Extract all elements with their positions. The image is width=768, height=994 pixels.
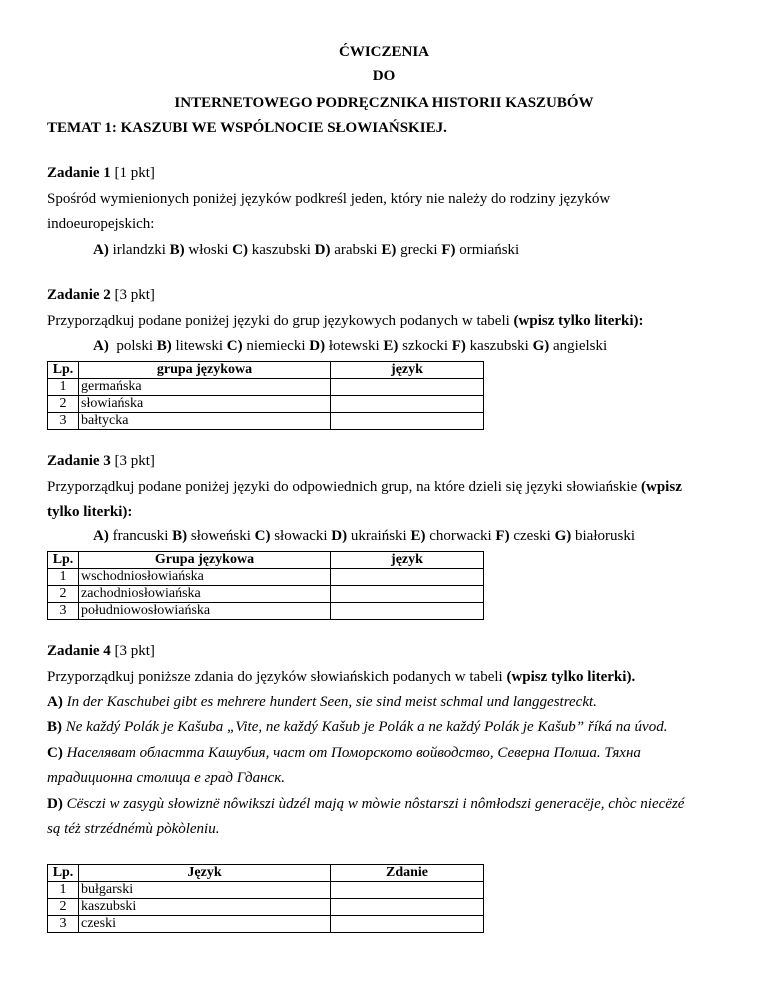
col-header-group: grupa językowa bbox=[79, 362, 331, 379]
task-4-sentence-d-cont: są téż strzédnémù pòkòleniu. bbox=[47, 821, 220, 837]
col-header-lp: Lp. bbox=[48, 552, 79, 569]
task-1-options: A) irlandzki B) włoski C) kaszubski D) arabski E) grecki F) ormiański bbox=[93, 242, 520, 258]
task-4-table bbox=[47, 864, 484, 933]
table-row: 3 bałtycka bbox=[48, 413, 484, 430]
col-header-lp: Lp. bbox=[48, 362, 79, 379]
task-2-options: A) polski B) litewski C) niemiecki D) łotewski E) szkocki F) kaszubski G) angielski bbox=[93, 338, 608, 354]
task-2-table bbox=[47, 361, 484, 430]
table-row: 2 kaszubski bbox=[48, 899, 484, 916]
answer-cell[interactable] bbox=[331, 899, 484, 916]
answer-cell[interactable] bbox=[331, 882, 484, 899]
answer-cell[interactable] bbox=[331, 413, 484, 430]
task-4-sentence-a: A) In der Kaschubei gibt es mehrere hundert Seen, sie sind meist schmal und langgestreckt. bbox=[47, 694, 597, 710]
col-header-sentence: Zdanie bbox=[331, 865, 484, 882]
title-line-1: ĆWICZENIA bbox=[338, 44, 429, 60]
answer-cell[interactable] bbox=[331, 396, 484, 413]
task-2-heading: Zadanie 2 [3 pkt] bbox=[47, 287, 155, 303]
answer-cell[interactable] bbox=[331, 379, 484, 396]
col-header-group: Grupa językowa bbox=[79, 552, 331, 569]
task-4-instruction: Przyporządkuj poniższe zdania do języków słowiańskich podanych w tabeli (wpisz tylko literki). bbox=[47, 669, 636, 685]
answer-cell[interactable] bbox=[331, 603, 484, 620]
task-4-sentence-b: B) Ne každý Polák je Kašuba „Vite, ne každý Kašub je Polák a ne každý Polák je Kašub” říká na úvod. bbox=[47, 719, 668, 735]
task-1-heading: Zadanie 1 [1 pkt] bbox=[47, 165, 155, 181]
topic-heading: TEMAT 1: KASZUBI WE WSPÓLNOCIE SŁOWIAŃSKIEJ. bbox=[47, 120, 447, 136]
answer-cell[interactable] bbox=[331, 569, 484, 586]
task-4-sentence-c: C) Населяват областта Кашубия, част от Поморското войводство, Северна Полша. Тяхна bbox=[47, 745, 641, 761]
col-header-language: język bbox=[331, 362, 484, 379]
task-3-options: A) francuski B) słoweński C) słowacki D) ukraiński E) chorwacki F) czeski G) białoruski bbox=[93, 528, 635, 544]
task-4-sentence-c-cont: традиционна столица е град Гданск. bbox=[47, 770, 285, 786]
table-row: 3 południowosłowiańska bbox=[48, 603, 484, 620]
task-2-instruction: Przyporządkuj podane poniżej języki do grup językowych podanych w tabeli (wpisz tylko literki): bbox=[47, 313, 644, 329]
col-header-language: Język bbox=[79, 865, 331, 882]
task-3-heading: Zadanie 3 [3 pkt] bbox=[47, 453, 155, 469]
table-row: 1 wschodniosłowiańska bbox=[48, 569, 484, 586]
answer-cell[interactable] bbox=[331, 586, 484, 603]
task-4-sentence-d: D) Cësczi w zasygù słowiznë nôwikszi ùdzél mają w mòwie nôstarszi i nômłodszi generacëje, chòc niecëzé bbox=[47, 796, 685, 812]
table-row: 1 germańska bbox=[48, 379, 484, 396]
table-row: 2 słowiańska bbox=[48, 396, 484, 413]
title-line-3: INTERNETOWEGO PODRĘCZNIKA HISTORII KASZUBÓW bbox=[174, 95, 594, 111]
col-header-language: język bbox=[331, 552, 484, 569]
col-header-lp: Lp. bbox=[48, 865, 79, 882]
task-4-heading: Zadanie 4 [3 pkt] bbox=[47, 643, 155, 659]
table-row: 3 czeski bbox=[48, 916, 484, 933]
table-row: 2 zachodniosłowiańska bbox=[48, 586, 484, 603]
title-line-2: DO bbox=[372, 68, 396, 84]
task-3-table bbox=[47, 551, 484, 620]
task-1-instruction-line-2: indoeuropejskich: bbox=[47, 216, 155, 232]
task-1-instruction-line-1: Spośród wymienionych poniżej języków podkreśl jeden, który nie należy do rodziny języków bbox=[47, 191, 611, 207]
answer-cell[interactable] bbox=[331, 916, 484, 933]
table-row: 1 bułgarski bbox=[48, 882, 484, 899]
task-3-instruction-line-2: tylko literki): bbox=[47, 504, 133, 520]
task-3-instruction-line-1: Przyporządkuj podane poniżej języki do odpowiednich grup, na które dzieli się języki słowiańskie (wpisz bbox=[47, 479, 682, 495]
